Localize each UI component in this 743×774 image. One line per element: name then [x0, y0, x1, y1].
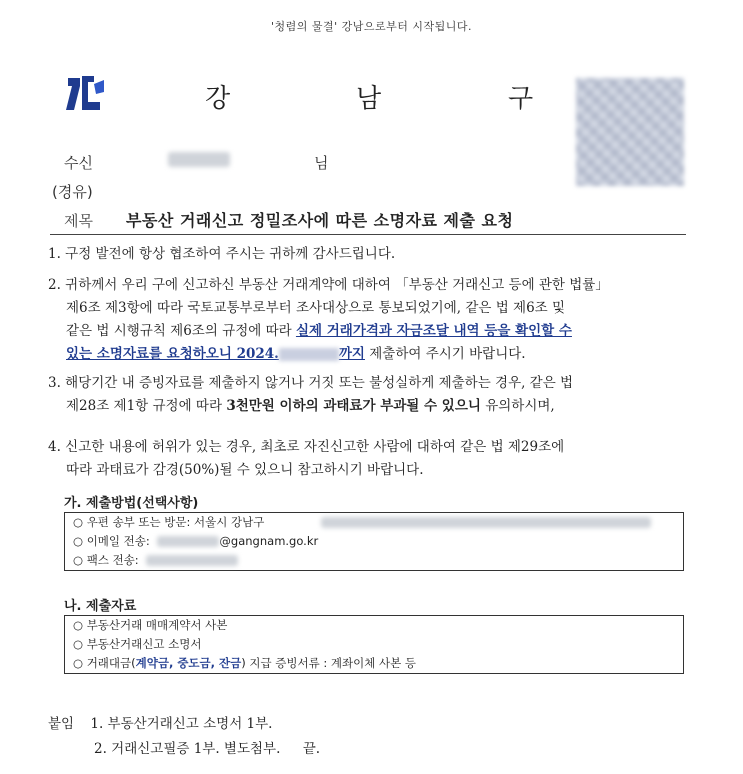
section-ga-heading: 가. 제출방법(선택사항) [64, 496, 199, 511]
deadline-date-redacted [279, 348, 339, 361]
paragraph-2-line-1: 2. 귀하께서 우리 구에 신고하신 부동산 거래계약에 대하여 「부동산 거래신고 등에 관한 법률」 [48, 277, 609, 293]
paragraph-4-line-1: 4. 신고한 내용에 허위가 있는 경우, 최초로 자진신고한 사람에 대하여 같은 법 제29조에 [48, 439, 565, 455]
paragraph-3-line-2-text: 제28조 제1항 규정에 따라 [66, 398, 227, 414]
email-domain: @gangnam.go.kr [219, 534, 319, 548]
paragraph-4-line-2: 따라 과태료가 감경(50%)될 수 있으니 참고하시기 바랍니다. [66, 462, 424, 478]
paragraph-3-line-2-tail: 유의하시며, [480, 398, 555, 414]
attachment-line-2 [48, 737, 320, 762]
deadline-suffix: 까지 [338, 346, 365, 362]
paragraph-2-line-4-text: 제출하여 주시기 바랍니다. [364, 346, 526, 362]
org-name-char-3: 구 [508, 84, 534, 114]
method-email-row [65, 532, 683, 551]
section-na-heading: 나. 제출자료 [64, 599, 137, 614]
gangnam-logo [64, 72, 108, 116]
address-redacted [321, 517, 651, 528]
paragraph-2-line-4 [48, 343, 688, 366]
org-name-char-1: 강 [205, 84, 231, 114]
paragraph-3-line-1: 3. 해당기간 내 증빙자료를 제출하지 않거나 거짓 또는 불성실하게 제출하는 경우, 같은 법 [48, 375, 574, 391]
paragraph-2-line-3-text: 같은 법 시행규칙 제6조의 규정에 따라 [66, 323, 296, 339]
payment-types: 계약금, 중도금, 잔금 [135, 656, 242, 670]
document-row: ○ 부동산거래신고 소명서 [73, 637, 202, 651]
attachment-item-1: 1. 부동산거래신고 소명서 1부. [90, 716, 273, 732]
method-fax-label: ○ 팩스 전송: [73, 553, 139, 567]
document-row: ○ 부동산거래 매매계약서 사본 [73, 618, 228, 632]
method-mail-label: ○ 우편 송부 또는 방문: 서울시 강남구 [73, 515, 265, 529]
method-email-label: ○ 이메일 전송: [73, 534, 150, 548]
paragraph-3 [48, 372, 688, 418]
paragraph-1 [48, 243, 688, 266]
method-mail-row [65, 513, 683, 532]
highlighted-request: 실제 거래가격과 자금조달 내역 등을 확인할 수 [295, 323, 572, 339]
paragraph-2 [48, 274, 688, 366]
official-seal-blurred [576, 78, 684, 186]
attachment-line-1 [48, 712, 320, 737]
end-mark: 끝. [302, 741, 321, 757]
slogan: '청렴의 물결' 강남으로부터 시작됩니다. [270, 20, 473, 33]
document-row [65, 654, 683, 673]
submission-methods-box [64, 512, 684, 571]
paragraph-1-line: 1. 구정 발전에 항상 협조하여 주시는 귀하께 감사드립니다. [48, 246, 396, 262]
document-row-3-post: ) 지급 증빙서류 : 계좌이체 사본 등 [241, 656, 416, 670]
recipient-suffix: 님 [314, 154, 329, 172]
deadline-highlight: 있는 소명자료를 요청하오니 2024. [66, 346, 279, 362]
document-row-3-pre: ○ 거래대금( [73, 656, 136, 670]
attachment-item-2: 2. 거래신고필증 1부. 별도첨부. [94, 741, 281, 757]
email-user-redacted [157, 536, 219, 547]
org-name-char-2: 남 [356, 84, 382, 114]
recipient-label: 수신 [64, 154, 93, 172]
required-documents-box [64, 615, 684, 674]
paragraph-3-line-2 [48, 395, 688, 418]
paragraph-2-line-3 [48, 320, 688, 343]
fax-number-redacted [146, 555, 238, 566]
attachment-label: 붙임 [48, 716, 75, 732]
subject-title: 부동산 거래신고 정밀조사에 따른 소명자료 제출 요청 [126, 211, 514, 230]
method-fax-row [65, 551, 683, 570]
paragraph-2-line-2: 제6조 제3항에 따라 국토교통부로부터 조사대상으로 통보되었기에, 같은 법 제6조 및 [66, 300, 566, 316]
via-label: (경유) [52, 183, 93, 201]
subject-label: 제목 [64, 212, 93, 230]
penalty-warning: 3천만원 이하의 과태료가 부과될 수 있으니 [226, 398, 481, 414]
paragraph-4 [48, 436, 688, 482]
attachments [48, 712, 320, 762]
recipient-name-redacted [168, 152, 230, 167]
